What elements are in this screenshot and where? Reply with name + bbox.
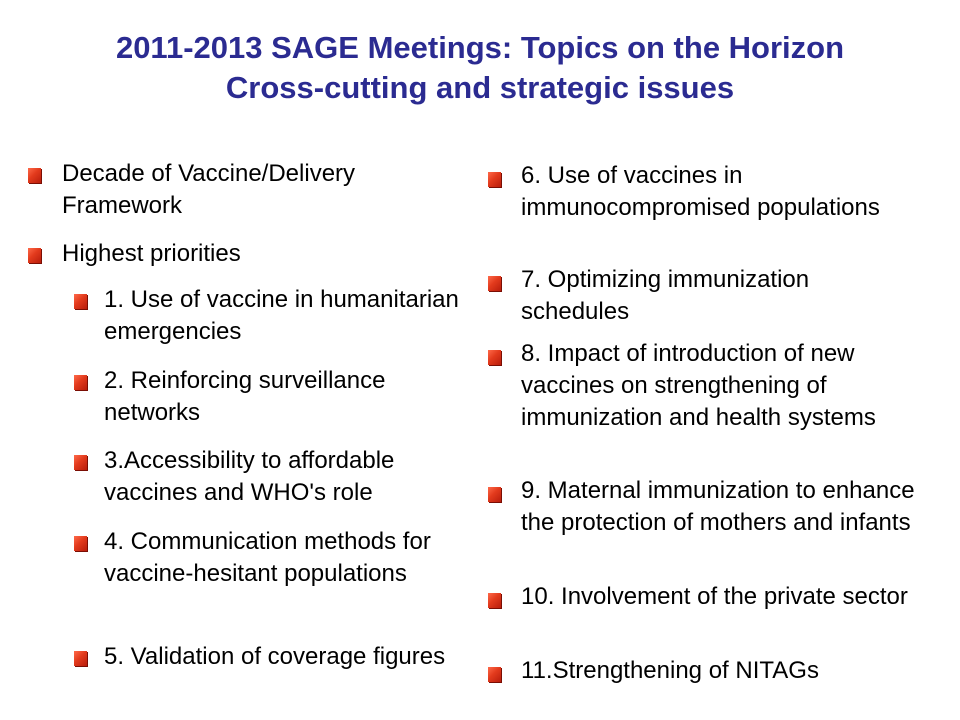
red-square-bullet-icon xyxy=(28,248,41,263)
red-square-bullet-icon xyxy=(74,294,87,309)
list-item-text: Highest priorities xyxy=(62,240,241,267)
list-item-text: 9. Maternal immunization to enhance the protection of mothers and infants xyxy=(521,477,915,536)
red-square-bullet-icon xyxy=(74,455,87,470)
red-square-bullet-icon xyxy=(28,168,41,183)
red-square-bullet-icon xyxy=(488,350,501,365)
list-item xyxy=(521,581,921,613)
list-item-text: 5. Validation of coverage figures xyxy=(104,643,446,670)
list-item xyxy=(521,655,921,687)
list-item-text: Decade of Vaccine/Delivery Framework xyxy=(62,160,356,219)
list-item-text: 3.Accessibility to affordable vaccines and WHO's role xyxy=(104,447,395,506)
red-square-bullet-icon xyxy=(74,651,87,666)
slide-title-line-1: 2011-2013 SAGE Meetings: Topics on the Horizon xyxy=(115,30,845,65)
sub-list-item xyxy=(104,526,474,590)
list-item xyxy=(62,238,452,270)
list-item xyxy=(521,264,921,328)
sub-list-item xyxy=(104,445,474,509)
sub-list-item xyxy=(104,365,474,429)
list-item xyxy=(521,475,921,539)
red-square-bullet-icon xyxy=(74,375,87,390)
list-item-text: 6. Use of vaccines in immunocompromised populations xyxy=(521,162,880,221)
list-item xyxy=(521,160,921,224)
list-item-text: 11.Strengthening of NITAGs xyxy=(521,657,819,684)
sub-list-item xyxy=(104,641,474,673)
list-item-text: 8. Impact of introduction of new vaccines on strengthening of immunization and health systems xyxy=(521,340,876,431)
list-item-text: 7. Optimizing immunization schedules xyxy=(521,266,810,325)
list-item xyxy=(62,158,452,222)
red-square-bullet-icon xyxy=(488,276,501,291)
red-square-bullet-icon xyxy=(488,487,501,502)
slide-title xyxy=(0,28,960,108)
red-square-bullet-icon xyxy=(488,172,501,187)
red-square-bullet-icon xyxy=(74,536,87,551)
list-item-text: 4. Communication methods for vaccine-hesitant populations xyxy=(104,528,431,587)
sub-list-item xyxy=(104,284,474,348)
list-item-text: 1. Use of vaccine in humanitarian emergencies xyxy=(104,286,459,345)
red-square-bullet-icon xyxy=(488,593,501,608)
red-square-bullet-icon xyxy=(488,667,501,682)
list-item xyxy=(521,338,941,434)
list-item-text: 2. Reinforcing surveillance networks xyxy=(104,367,386,426)
list-item-text: 10. Involvement of the private sector xyxy=(521,583,908,610)
slide-title-line-2: Cross-cutting and strategic issues xyxy=(225,70,735,105)
